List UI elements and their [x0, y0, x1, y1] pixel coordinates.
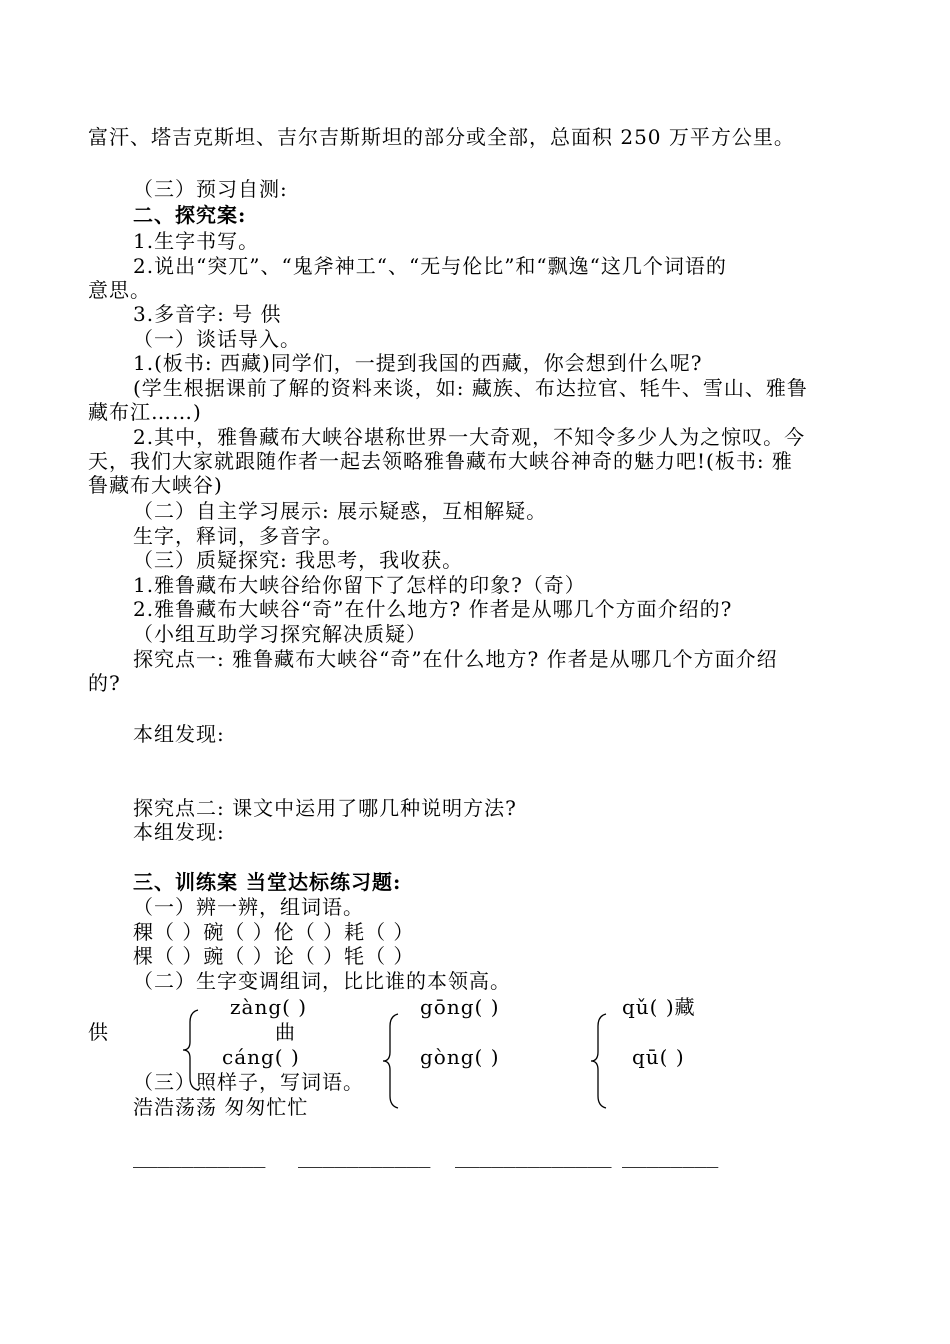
text-line: 生字，释词，多音字。 — [133, 524, 343, 548]
brace-icon — [588, 1012, 610, 1110]
text-line: 藏布江……) — [88, 400, 202, 424]
section-heading: 二、探究案: — [133, 203, 247, 227]
text-line: 鲁藏布大峡谷) — [88, 473, 223, 497]
section-heading: （三）照样子，写词语。 — [133, 1070, 364, 1094]
brace-icon — [380, 1012, 402, 1110]
example-words: 浩浩荡荡 匆匆忙忙 — [133, 1095, 309, 1119]
section-heading: （一）辨一辨，组词语。 — [133, 895, 364, 919]
section-heading: （二）自主学习展示: 展示疑惑，互相解疑。 — [133, 499, 548, 523]
section-heading: 三、训练案 当堂达标练习题: — [133, 870, 402, 894]
pinyin-item: cáng( ) — [222, 1045, 300, 1069]
text-line: 本组发现: — [133, 820, 225, 844]
text-line: 3.多音字: 号 供 — [133, 302, 282, 326]
text-line: 探究点二: 课文中运用了哪几种说明方法? — [133, 796, 517, 820]
section-heading: （三）质疑探究: 我思考，我收获。 — [133, 548, 464, 572]
text-line: 探究点一: 雅鲁藏布大峡谷“奇”在什么地方? 作者是从哪几个方面介绍 — [133, 647, 778, 671]
character-label: 供 — [88, 1020, 109, 1044]
answer-blank[interactable]: ___________ — [133, 1144, 266, 1168]
text-line: 天，我们大家就跟随作者一起去领略雅鲁藏布大峡谷神奇的魅力吧!(板书: 雅 — [88, 449, 793, 473]
exercise-row: 棵（ ）豌（ ）论（ ）牦（ ） — [133, 944, 415, 968]
pinyin-item: qǔ( )藏 — [622, 995, 696, 1019]
answer-blank[interactable]: ___________ — [298, 1144, 431, 1168]
text-line: 1.(板书: 西藏)同学们，一提到我国的西藏，你会想到什么呢? — [133, 351, 703, 375]
text-line: 富汗、塔吉克斯坦、吉尔吉斯斯坦的部分或全部，总面积 250 万平方公里。 — [88, 125, 795, 149]
answer-blank[interactable]: ________ — [622, 1144, 719, 1168]
text-line: 2.其中，雅鲁藏布大峡谷堪称世界一大奇观，不知令多少人为之惊叹。今 — [133, 425, 806, 449]
text-line: 1.雅鲁藏布大峡谷给你留下了怎样的印象?（奇） — [133, 573, 586, 597]
pinyin-item: gòng( ) — [420, 1045, 500, 1069]
pinyin-item: gōng( ) — [420, 995, 500, 1019]
section-heading: （三）预习自测: — [133, 177, 288, 201]
text-line: 本组发现: — [133, 722, 225, 746]
text-line: 2.说出“突兀”、“鬼斧神工“、“无与伦比”和“飘逸“这几个词语的 — [133, 254, 727, 278]
text-line: 的? — [88, 671, 121, 695]
pinyin-item: zàng( ) — [230, 995, 308, 1019]
text-line: 意思。 — [88, 278, 151, 302]
text-line: (学生根据课前了解的资料来谈，如: 藏族、布达拉官、牦牛、雪山、雅鲁 — [133, 376, 808, 400]
character-label: 曲 — [275, 1020, 296, 1044]
answer-blank[interactable]: _____________ — [455, 1144, 612, 1168]
exercise-row: 稞（ ）碗（ ）伦（ ）耗（ ） — [133, 920, 415, 944]
section-heading: （二）生字变调组词，比比谁的本领高。 — [133, 969, 511, 993]
text-line: （小组互助学习探究解决质疑） — [133, 622, 427, 646]
text-line: 2.雅鲁藏布大峡谷“奇”在什么地方? 作者是从哪几个方面介绍的? — [133, 597, 733, 621]
text-line: 1.生字书写。 — [133, 229, 260, 253]
section-heading: （一）谈话导入。 — [133, 327, 301, 351]
pinyin-item: qū( ) — [632, 1045, 685, 1069]
